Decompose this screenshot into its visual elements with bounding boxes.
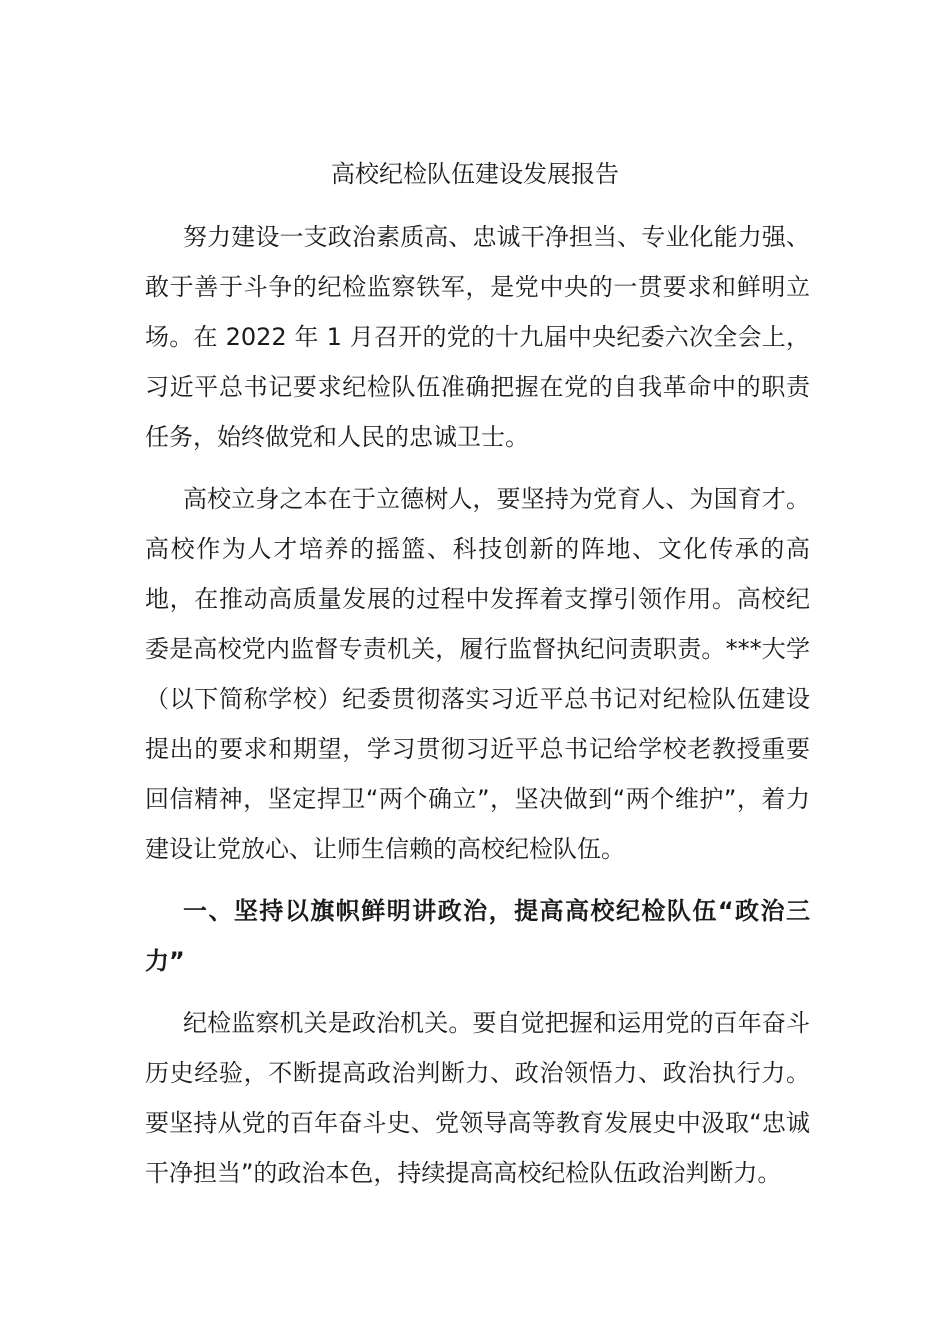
paragraph-university-context: 高校立身之本在于立德树人，要坚持为党育人、为国育才。高校作为人才培养的摇篮、科技创新的阵地、文化传承的高地，在推动高质量发展的过程中发挥着支撑引领作用。高校纪委是高校党内监督专责机关，履行监督执纪问责职责。***大学（以下简称学校）纪委贯彻落实习近平总书记对纪检队伍建设提出的要求和期望，学习贯彻习近平总书记给学校老教授重要回信精神，坚定捍卫“两个确立”，坚决做到“两个维护”，着力建设让党放心、让师生信赖的高校纪检队伍。 (145, 485, 810, 863)
paragraph-political-organ: 纪检监察机关是政治机关。要自觉把握和运用党的百年奋斗历史经验，不断提高政治判断力、政治领悟力、政治执行力。要坚持从党的百年奋斗史、党领导高等教育发展史中汲取“忠诚干净担当”的政治本色，持续提高高校纪检队伍政治判断力。 (145, 1009, 810, 1187)
document-body (145, 212, 810, 1198)
paragraph-intro: 努力建设一支政治素质高、忠诚干净担当、专业化能力强、敢于善于斗争的纪检监察铁军，是党中央的一贯要求和鲜明立场。在 2022 年 1 月召开的党的十九届中央纪委六次全会上，习近平总书记要求纪检队伍准确把握在党的自我革命中的职责任务，始终做党和人民的忠诚卫士。 (145, 223, 810, 451)
section-heading-1: 一、坚持以旗帜鲜明讲政治，提高高校纪检队伍“政治三力” (145, 897, 810, 975)
document-title: 高校纪检队伍建设发展报告 (331, 160, 619, 188)
